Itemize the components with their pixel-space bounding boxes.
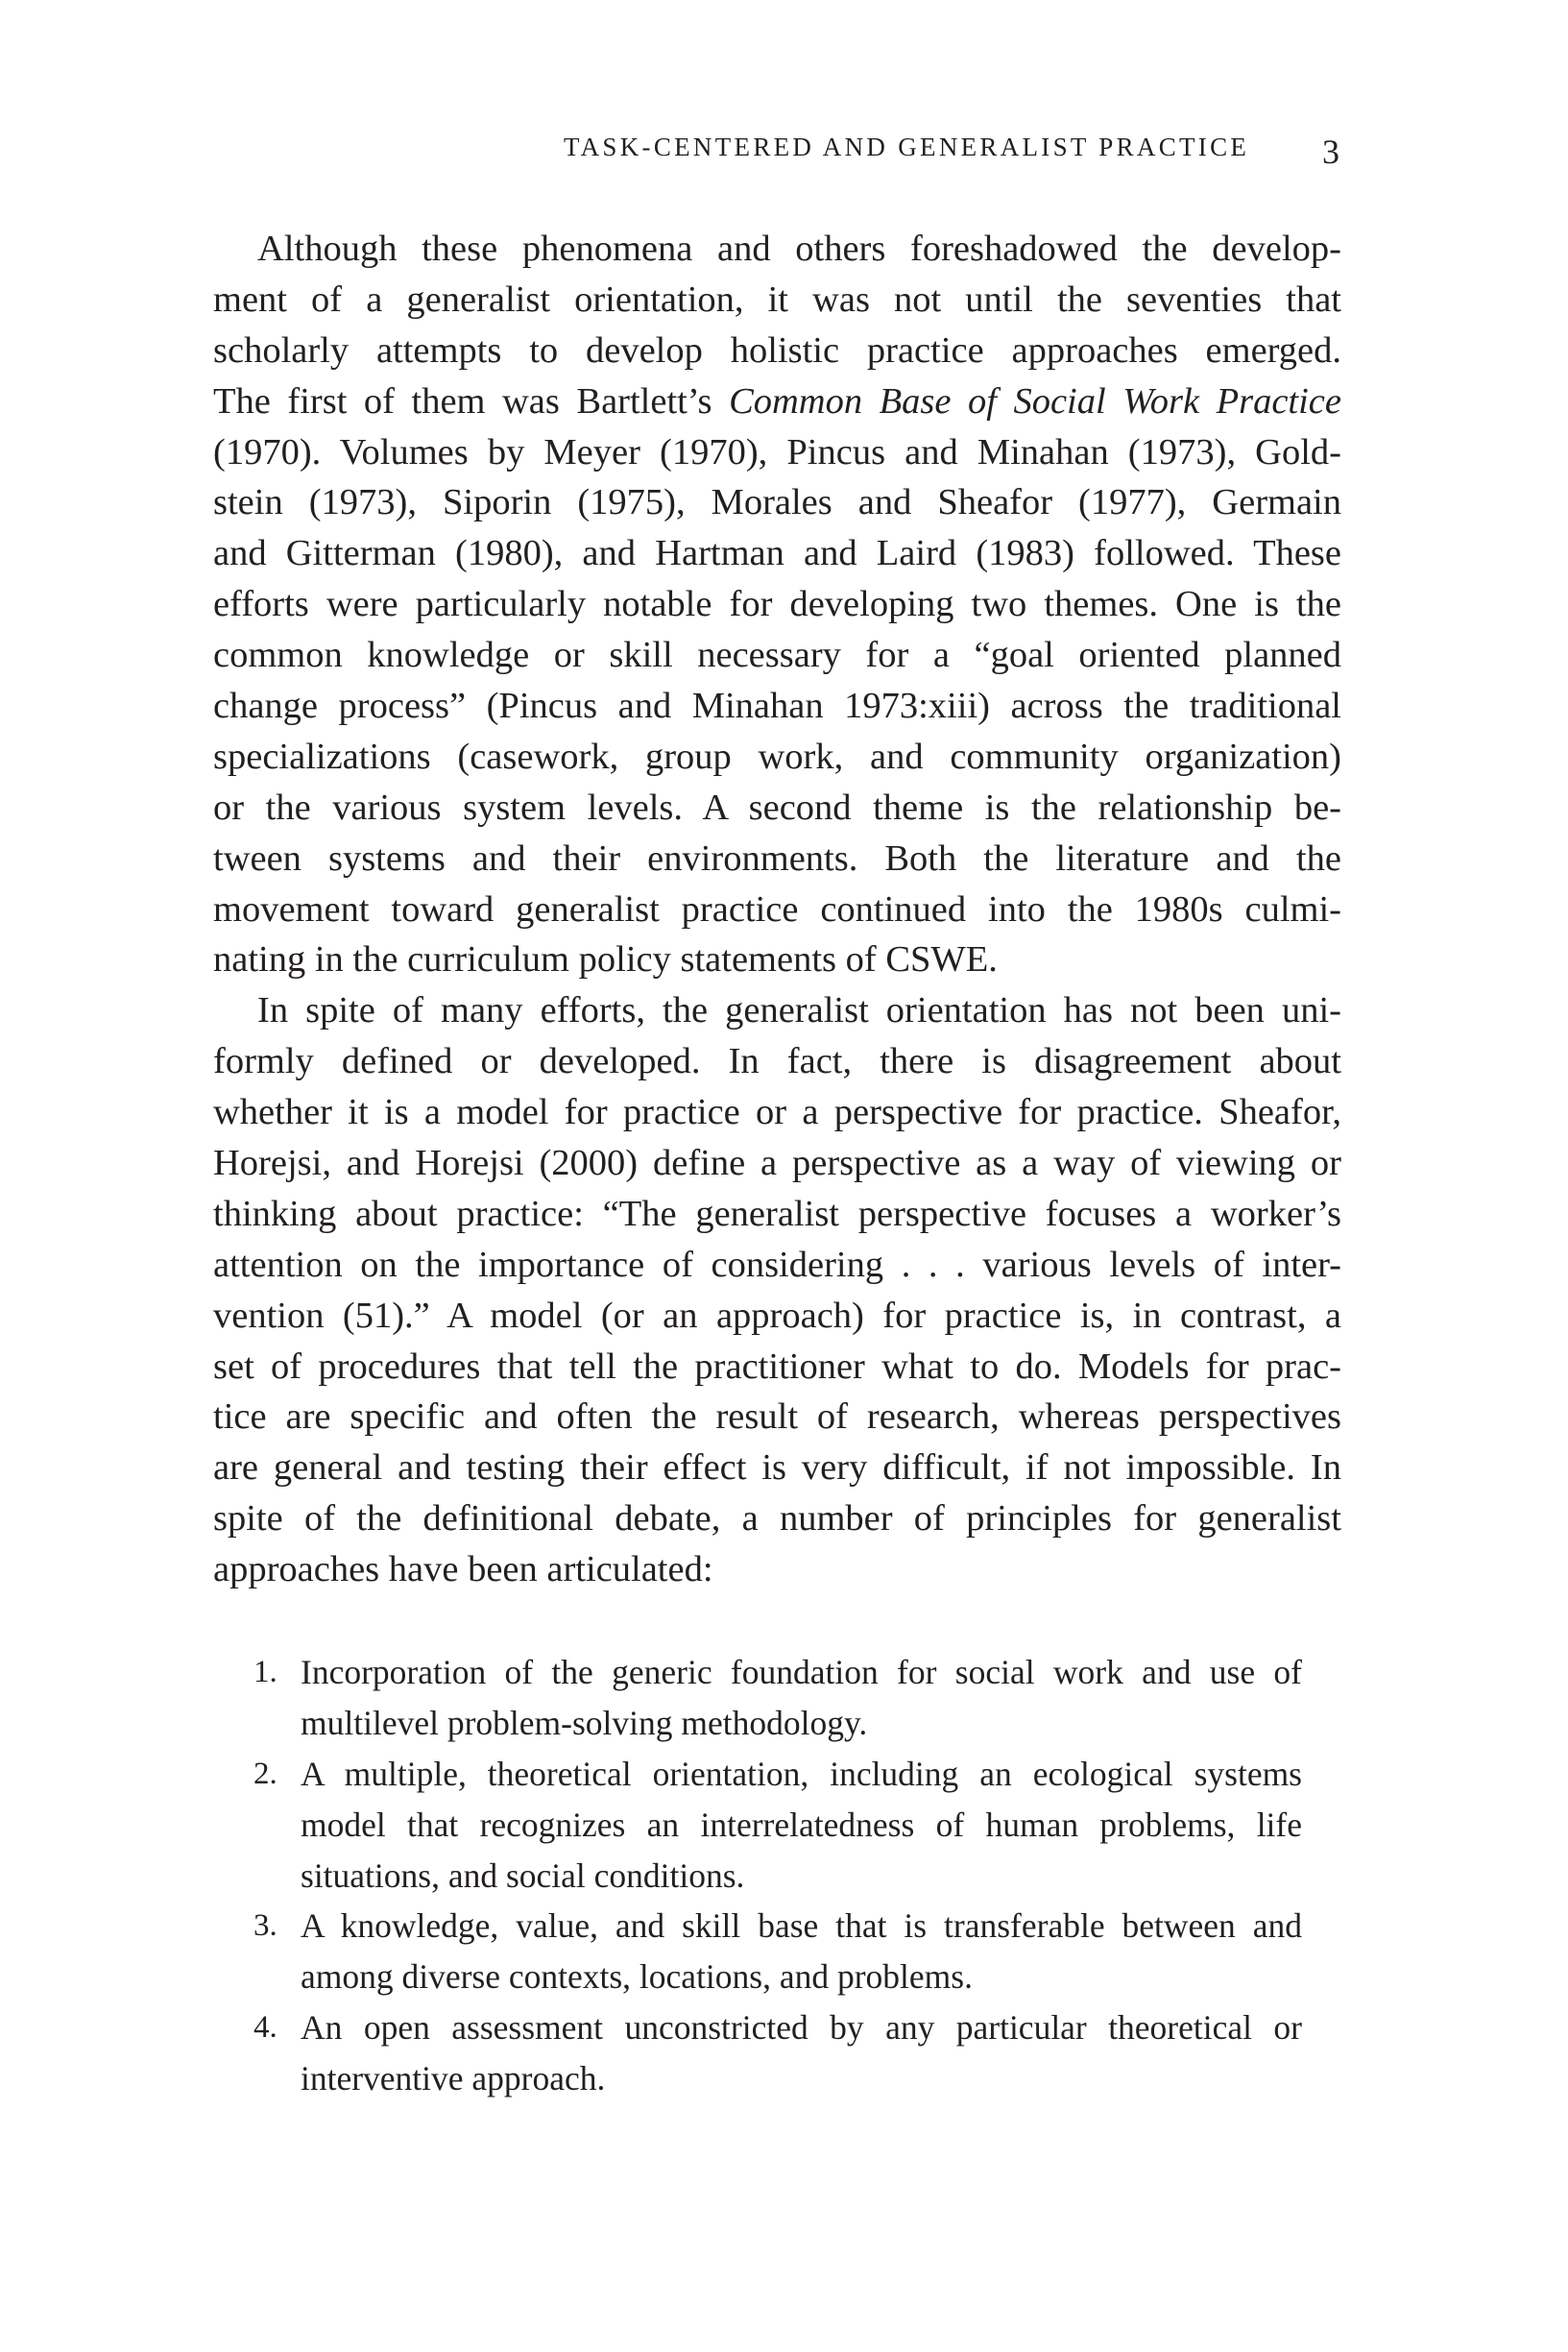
list-number: 4. [253, 2010, 277, 2046]
text-span: The first of them was Bartlett’s [213, 380, 730, 422]
text-line: specializations (casework, group work, and community organization) [213, 736, 1341, 777]
text-line: and Gitterman (1980), and Hartman and Laird (1983) followed. These [213, 533, 1341, 574]
list-item [253, 2002, 1302, 2104]
text-line: tween systems and their environments. Both the literature and the [213, 837, 1341, 879]
paragraph-1 [213, 224, 1341, 985]
list-number: 2. [253, 1756, 277, 1791]
text-line: Horejsi, and Horejsi (2000) define a perspective as a way of viewing or [213, 1143, 1341, 1184]
text-line: are general and testing their effect is very difficult, if not impossible. In [213, 1447, 1341, 1489]
text-line: or the various system levels. A second theme is the relationship be- [213, 787, 1341, 828]
text-line: An open assessment unconstricted by any particular theoretical or [301, 2008, 1302, 2048]
text-line: multilevel problem-solving methodology. [301, 1703, 868, 1742]
text-line: In spite of many efforts, the generalist orientation has not been uni- [257, 990, 1341, 1031]
text-line: A multiple, theoretical orientation, including an ecological systems [301, 1754, 1302, 1793]
text-line: common knowledge or skill necessary for a “goal oriented planned [213, 635, 1341, 676]
text-line: change process” (Pincus and Minahan 1973:xiii) across the traditional [213, 686, 1341, 727]
text-line: approaches have been articulated: [213, 1549, 713, 1590]
text-line: set of procedures that tell the practitioner what to do. Models for prac- [213, 1346, 1341, 1387]
text-line: ment of a generalist orientation, it was not until the seventies that [213, 279, 1341, 320]
text-line: Incorporation of the generic foundation for social work and use of [301, 1653, 1302, 1691]
text-line: formly defined or developed. In fact, there is disagreement about [213, 1041, 1341, 1082]
text-line: attention on the importance of considering . . . various levels of inter- [213, 1244, 1341, 1285]
text-line: stein (1973), Siporin (1975), Morales and Sheafor (1977), Germain [213, 482, 1341, 523]
text-line-with-title [213, 376, 1341, 427]
principles-list [253, 1647, 1302, 2104]
text-line: spite of the definitional debate, a number of principles for generalist [213, 1498, 1341, 1540]
text-line: among diverse contexts, locations, and problems. [301, 1957, 973, 1997]
text-line: interventive approach. [301, 2059, 606, 2098]
text-line: situations, and social conditions. [301, 1855, 745, 1895]
text-line: (1970). Volumes by Meyer (1970), Pincus and Minahan (1973), Gold- [213, 431, 1341, 473]
paragraph-2 [213, 985, 1341, 1595]
book-title-italic: Common Base of Social Work Practice [729, 380, 1341, 422]
text-line: movement toward generalist practice continued into the 1980s culmi- [213, 888, 1341, 930]
text-line: A knowledge, value, and skill base that is transferable between and [301, 1906, 1302, 1946]
text-line: Although these phenomena and others foreshadowed the develop- [257, 229, 1341, 269]
list-number: 1. [253, 1655, 277, 1689]
text-line: tice are specific and often the result of research, whereas perspectives [213, 1396, 1341, 1438]
text-line: model that recognizes an interrelatedness of human problems, life [301, 1805, 1302, 1844]
text-line: nating in the curriculum policy statements of CSWE. [213, 939, 998, 981]
page-number: 3 [1322, 133, 1339, 171]
list-item [253, 1749, 1302, 1902]
running-head-title: TASK-CENTERED AND GENERALIST PRACTICE [564, 133, 1250, 161]
text-line: thinking about practice: “The generalist perspective focuses a worker’s [213, 1193, 1341, 1234]
list-item [253, 1901, 1302, 2002]
list-item [253, 1647, 1302, 1749]
text-line: whether it is a model for practice or a perspective for practice. Sheafor, [213, 1092, 1341, 1133]
text-line: scholarly attempts to develop holistic practice approaches emerged. [213, 329, 1341, 371]
text-line: efforts were particularly notable for developing two themes. One is the [213, 584, 1341, 625]
text-line: vention (51).” A model (or an approach) for practice is, in contrast, a [213, 1295, 1341, 1336]
body-text [213, 224, 1341, 1595]
list-number: 3. [253, 1908, 277, 1944]
running-head [564, 128, 1341, 171]
